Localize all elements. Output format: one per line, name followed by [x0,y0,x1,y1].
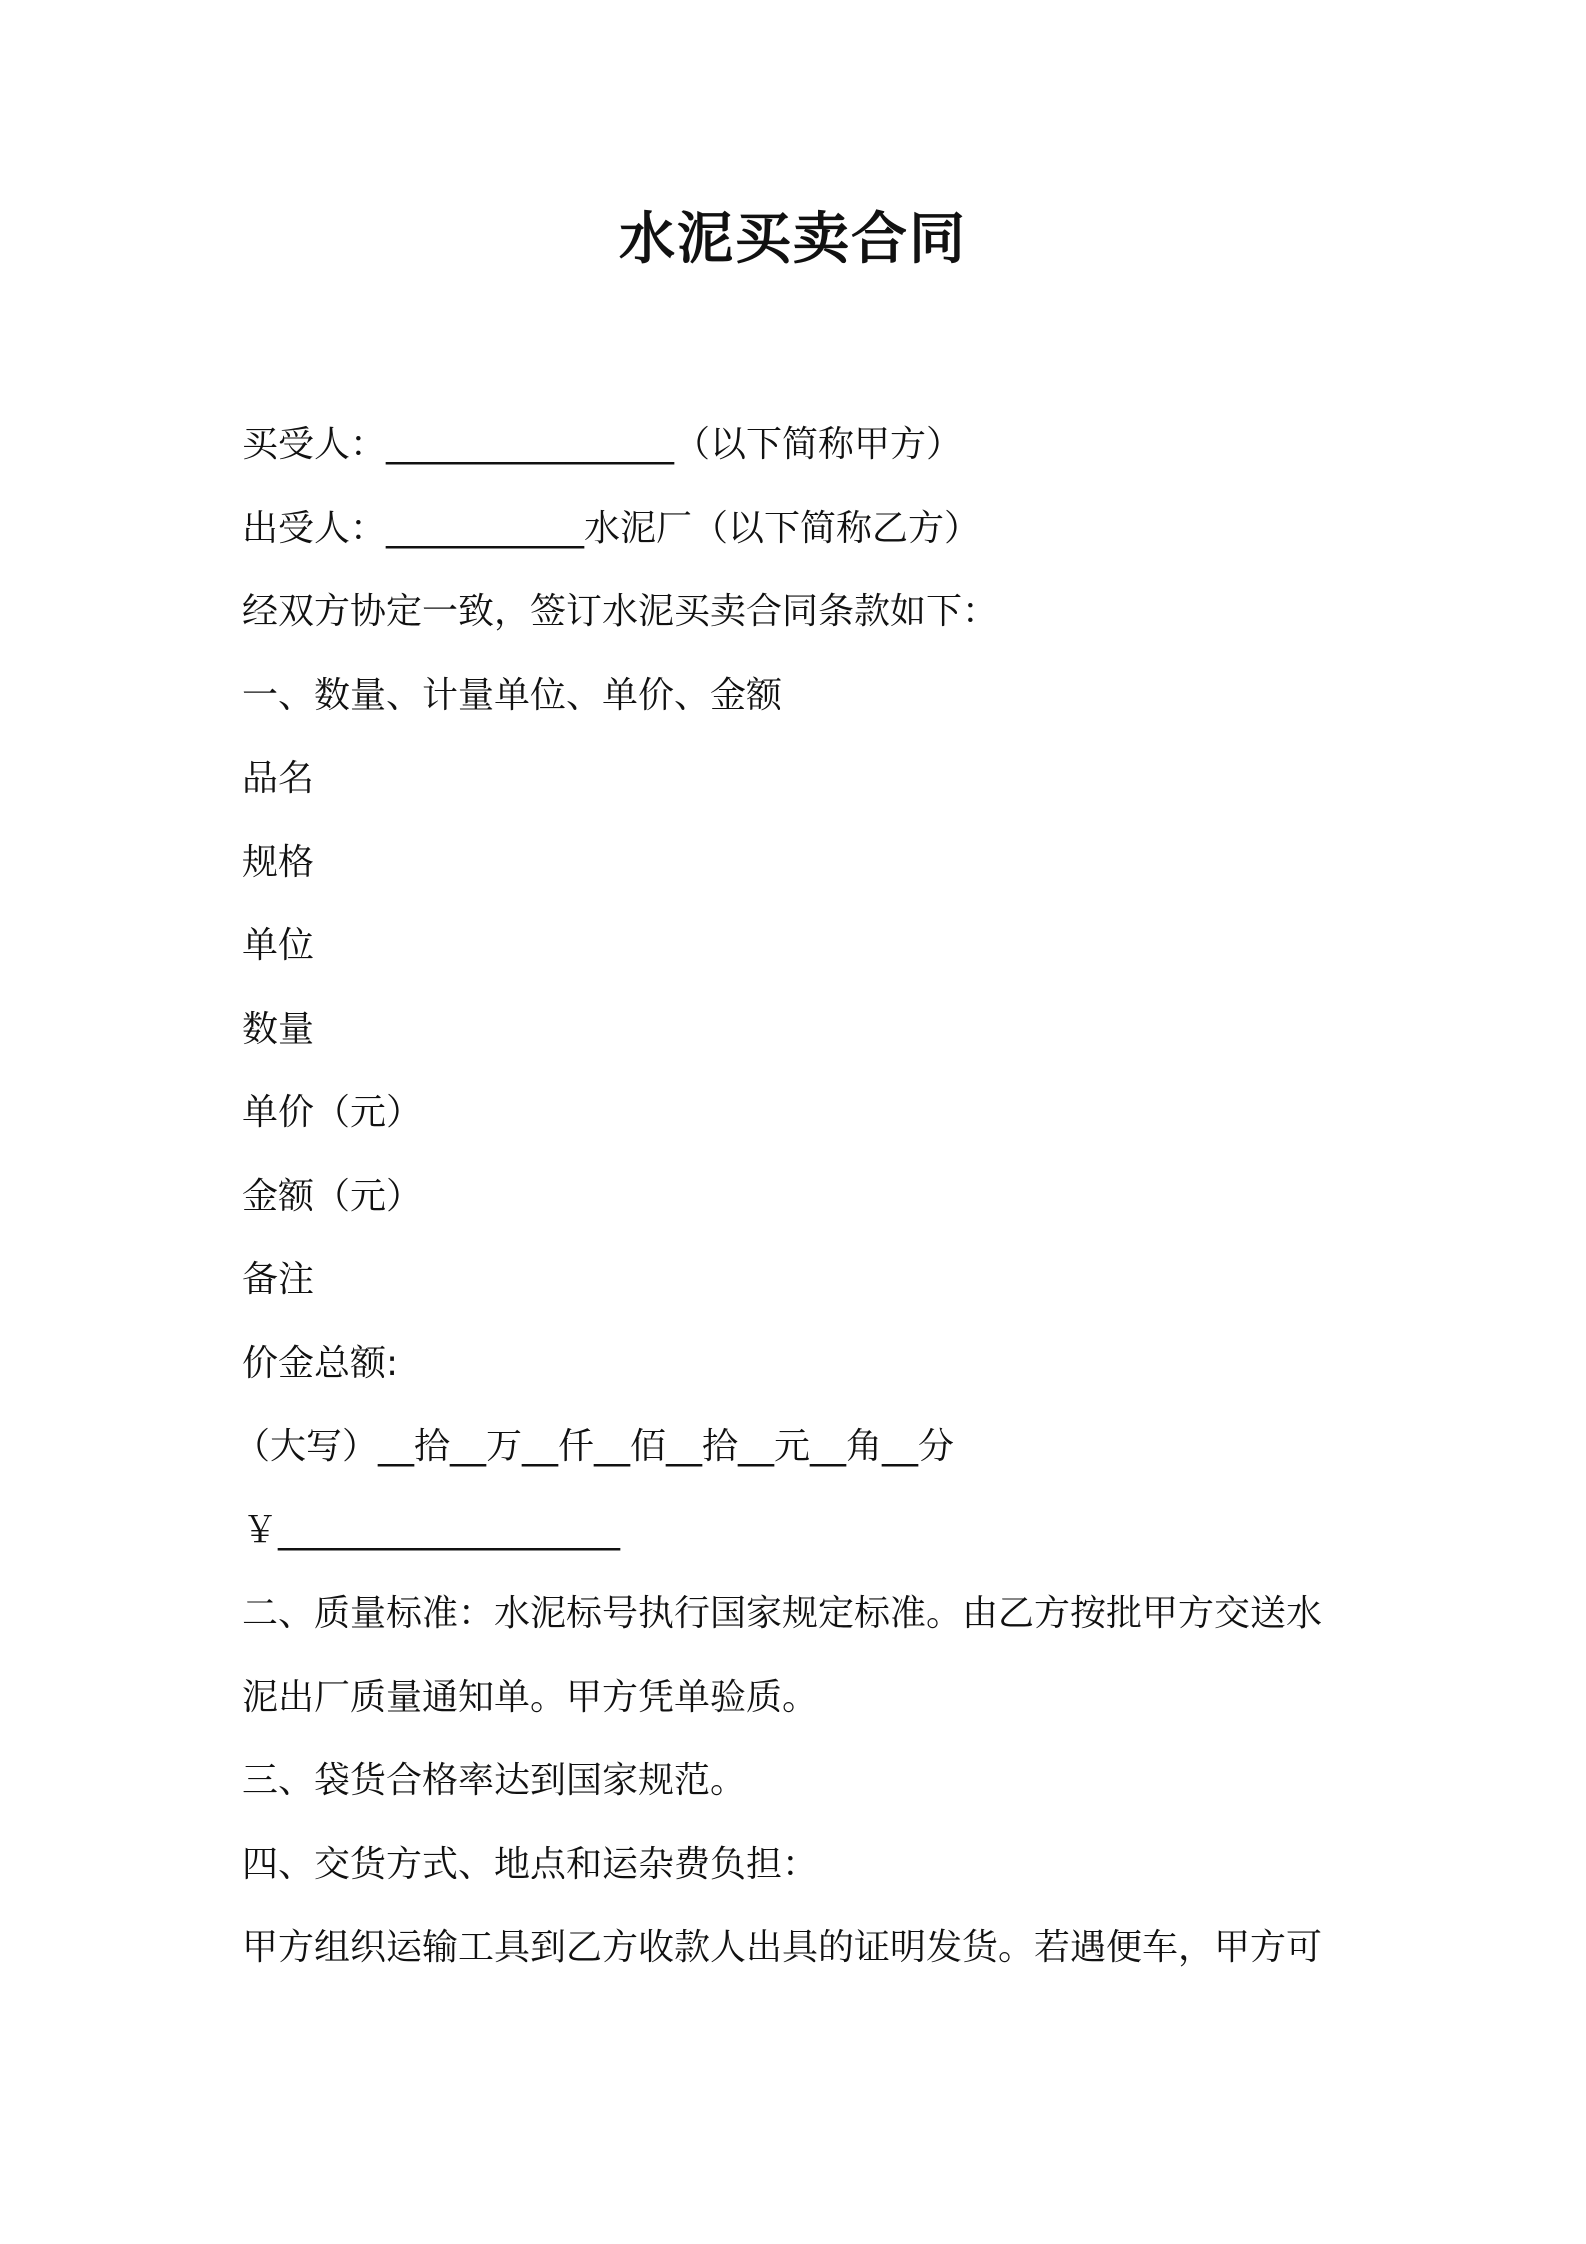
clause-2-line-1: 二、质量标准：水泥标号执行国家规定标准。由乙方按批甲方交送水 [242,1593,1323,1634]
total-price-label: 价金总额: [242,1342,399,1384]
seller-line: 出受人：___________水泥厂（以下简称乙方） [242,507,981,549]
document-body [234,403,1362,1990]
field-unit: 单位 [242,925,315,966]
clause-2-line-2: 泥出厂质量通知单。甲方凭单验质。 [242,1676,819,1718]
total-price-capital: （大写）__拾__万__仟__佰__拾__元__角__分 [234,1426,955,1467]
document-title: 水泥买卖合同 [619,207,967,272]
buyer-line: 买受人：________________（以下简称甲方） [242,424,963,465]
clause-4-text: 甲方组织运输工具到乙方收款人出具的证明发货。若遇便车，甲方可 [242,1927,1323,1968]
clause-4-heading: 四、交货方式、地点和运杂费负担： [242,1843,819,1885]
field-specification: 规格 [242,841,315,883]
field-remarks: 备注 [242,1259,315,1300]
field-amount: 金额（元） [242,1175,423,1217]
total-price-yuan: ￥___________________ [242,1509,620,1551]
clause-1-heading: 一、数量、计量单位、单价、金额 [242,674,783,716]
field-quantity: 数量 [242,1008,315,1050]
field-unit-price: 单价（元） [242,1092,423,1133]
clause-3: 三、袋货合格率达到国家规范。 [242,1760,747,1801]
field-product-name: 品名 [242,758,315,799]
agreement-intro: 经双方协定一致，签订水泥买卖合同条款如下： [242,591,999,632]
